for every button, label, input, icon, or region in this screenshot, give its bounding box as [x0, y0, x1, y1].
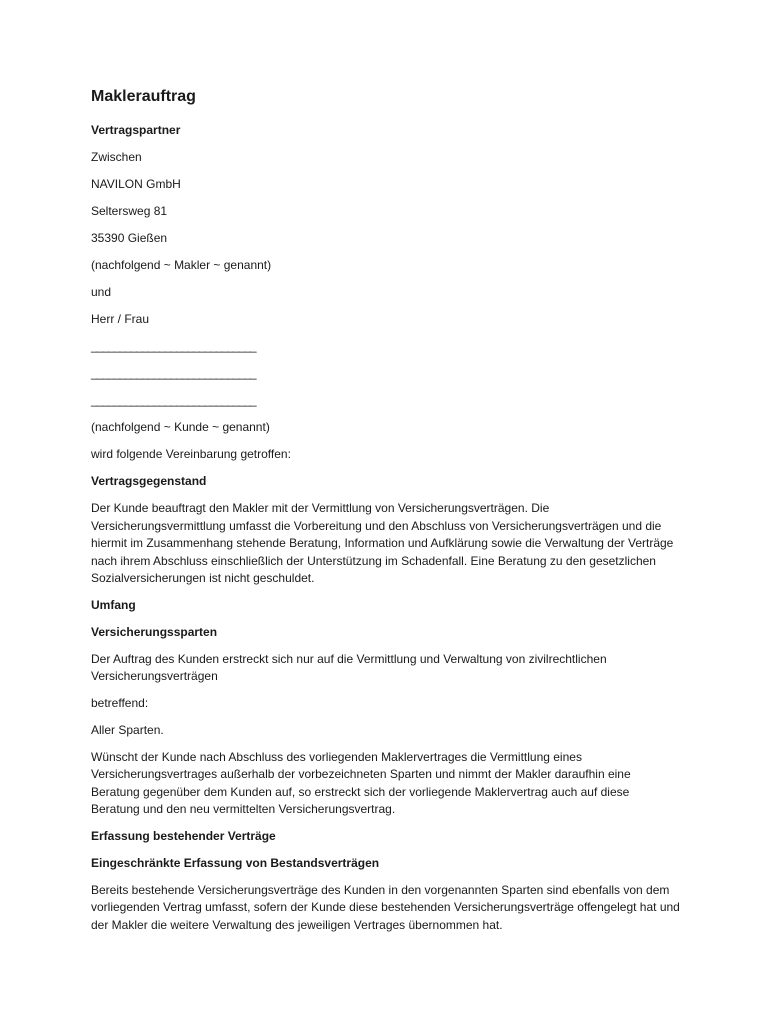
document-page: [91, 86, 681, 943]
heading-umfang: Umfang: [91, 597, 136, 612]
text-city: 35390 Gießen: [91, 231, 168, 245]
paragraph-bestand: Bereits bestehende Versicherungsverträge des Kunden in den vorgenannten Sparten sind ebenfalls von dem vorliegenden Vertrag umfasst, sofern der Kunde diese bestehenden Versicherungsverträge offengelegt hat und der Makler die weitere Verwaltung des jeweiligen Vertrages übernommen hat.: [91, 882, 680, 932]
heading-vertragsgegenstand: Vertragsgegenstand: [91, 474, 207, 488]
heading-vertragspartner: Vertragspartner: [91, 123, 181, 137]
text-betreffend: betreffend:: [91, 695, 149, 710]
blank-line-3: _____________________________: [91, 393, 256, 407]
document-title: Maklerauftrag: [91, 88, 196, 105]
heading-versicherungssparten: Versicherungssparten: [91, 624, 218, 639]
text-kunde-note: (nachfolgend ~ Kunde ~ genannt): [91, 420, 270, 434]
paragraph-wunsch: Wünscht der Kunde nach Abschluss des vorliegenden Maklervertrages die Vermittlung eines Versicherungsvertrages außerhalb der vorbezeichneten Sparten und nimmt der Makler daraufhin eine Beratung gegenüber dem Kunden auf, so erstreckt sich der vorliegende Maklervertrag auch auf diese Beratung und den neu vermittelten Versicherungsvertrag.: [91, 749, 631, 816]
text-aller-sparten: Aller Sparten.: [91, 722, 164, 737]
paragraph-sparten: Der Auftrag des Kunden erstreckt sich nur auf die Vermittlung und Verwaltung von zivilrechtlichen Versicherungsverträgen: [91, 651, 607, 683]
blank-line-2: _____________________________: [91, 366, 256, 380]
heading-erfassung: Erfassung bestehender Verträge: [91, 828, 276, 843]
paragraph-vertragsgegenstand: Der Kunde beauftragt den Makler mit der Vermittlung von Versicherungsverträgen. Die Versicherungsvermittlung umfasst die Vorbereitung und den Abschluss von Versicherungsverträgen und die hiermit im Zusammenhang stehende Beratung, Information und Aufklärung sowie die Verwaltung der Verträge nach ihrem Abschluss einschließlich der Unterstützung im Schadenfall. Eine Beratung zu den gesetzlichen Sozialversicherungen ist nicht geschuldet.: [91, 501, 674, 585]
blank-line-1: _____________________________: [91, 339, 256, 353]
heading-eingeschraenkt: Eingeschränkte Erfassung von Bestandsverträgen: [91, 855, 380, 870]
text-makler-note: (nachfolgend ~ Makler ~ genannt): [91, 258, 272, 272]
text-herr-frau: Herr / Frau: [91, 312, 150, 326]
text-street: Seltersweg 81: [91, 204, 168, 218]
text-und: und: [91, 285, 112, 299]
text-company: NAVILON GmbH: [91, 177, 181, 191]
text-agreement: wird folgende Vereinbarung getroffen:: [91, 447, 291, 461]
text-zwischen: Zwischen: [91, 150, 142, 164]
